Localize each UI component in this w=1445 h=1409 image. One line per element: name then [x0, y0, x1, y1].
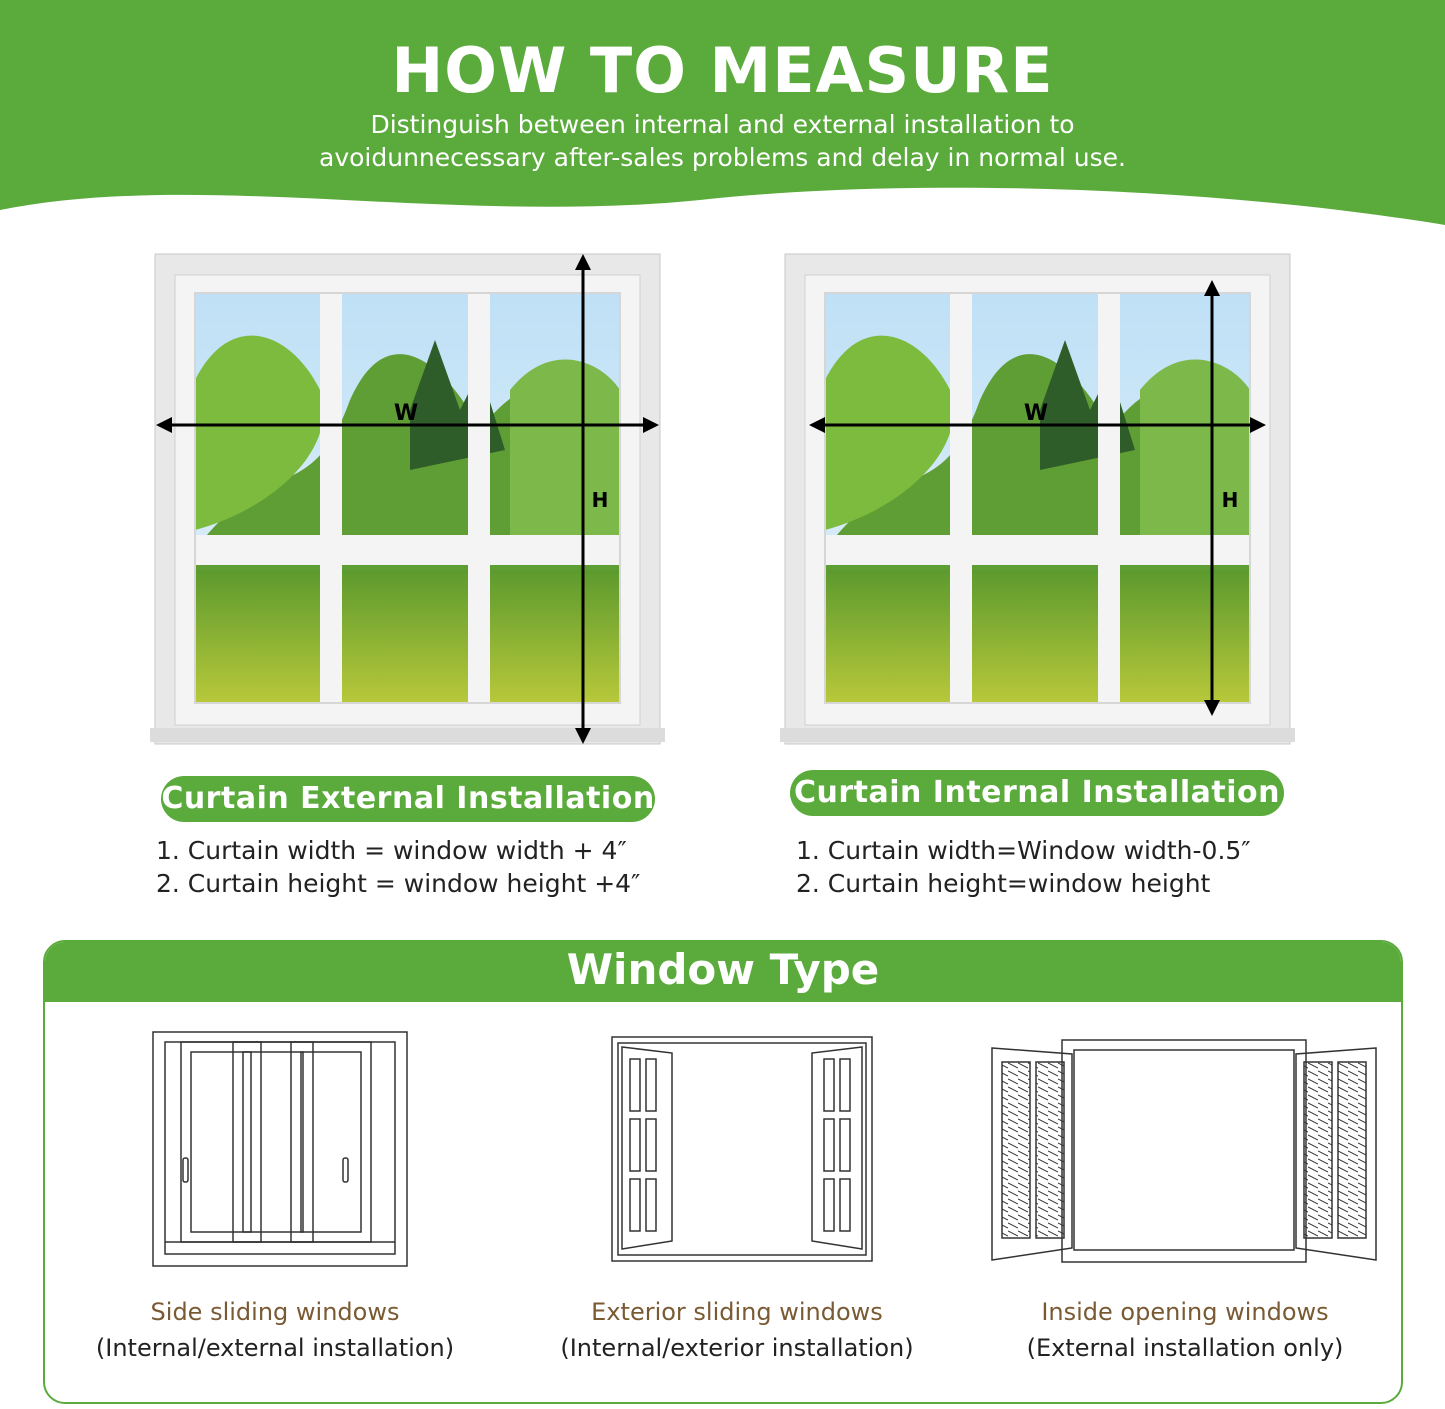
external-width-marker: W: [393, 401, 419, 426]
external-installation-label: Curtain External Installation: [161, 776, 655, 822]
subtitle-line-1: Distinguish between internal and external installation to: [370, 110, 1075, 139]
side-sliding-window-icon: [151, 1030, 409, 1270]
inside-opening-window-icon: [988, 1038, 1380, 1264]
window-type-note: (Internal/external installation): [95, 1334, 455, 1362]
internal-height-formula: 2. Curtain height=window height: [796, 869, 1211, 898]
internal-height-marker: H: [1221, 488, 1239, 512]
external-width-formula: 1. Curtain width = window width + 4″: [156, 836, 627, 865]
exterior-sliding-window-icon: [610, 1035, 874, 1265]
window-type-title: Window Type: [45, 942, 1401, 1002]
subtitle-line-2: avoidunnecessary after-sales problems and delay in normal use.: [319, 143, 1126, 172]
window-type-note: (Internal/exterior installation): [560, 1334, 914, 1362]
external-window-illustration: [150, 250, 665, 750]
internal-width-marker: W: [1023, 401, 1049, 426]
window-type-name: Side sliding windows: [150, 1298, 400, 1326]
internal-formulas: [796, 834, 1251, 900]
window-type-item-side-sliding: [75, 1294, 475, 1366]
page-subtitle: [0, 108, 1445, 174]
window-type-item-exterior-sliding: [537, 1294, 937, 1366]
external-height-marker: H: [591, 488, 609, 512]
internal-installation-label: Curtain Internal Installation: [790, 770, 1284, 816]
window-type-name: Inside opening windows: [1041, 1298, 1329, 1326]
window-type-note: (External installation only): [1026, 1334, 1344, 1362]
external-height-formula: 2. Curtain height = window height +4″: [156, 869, 641, 898]
internal-width-formula: 1. Curtain width=Window width-0.5″: [796, 836, 1251, 865]
window-type-item-inside-opening: [985, 1294, 1385, 1366]
external-formulas: [156, 834, 640, 900]
header-banner: [0, 0, 1445, 235]
window-type-name: Exterior sliding windows: [591, 1298, 883, 1326]
page-title: HOW TO MEASURE: [391, 34, 1054, 107]
internal-window-illustration: [780, 250, 1295, 750]
window-type-panel: [43, 940, 1403, 1404]
